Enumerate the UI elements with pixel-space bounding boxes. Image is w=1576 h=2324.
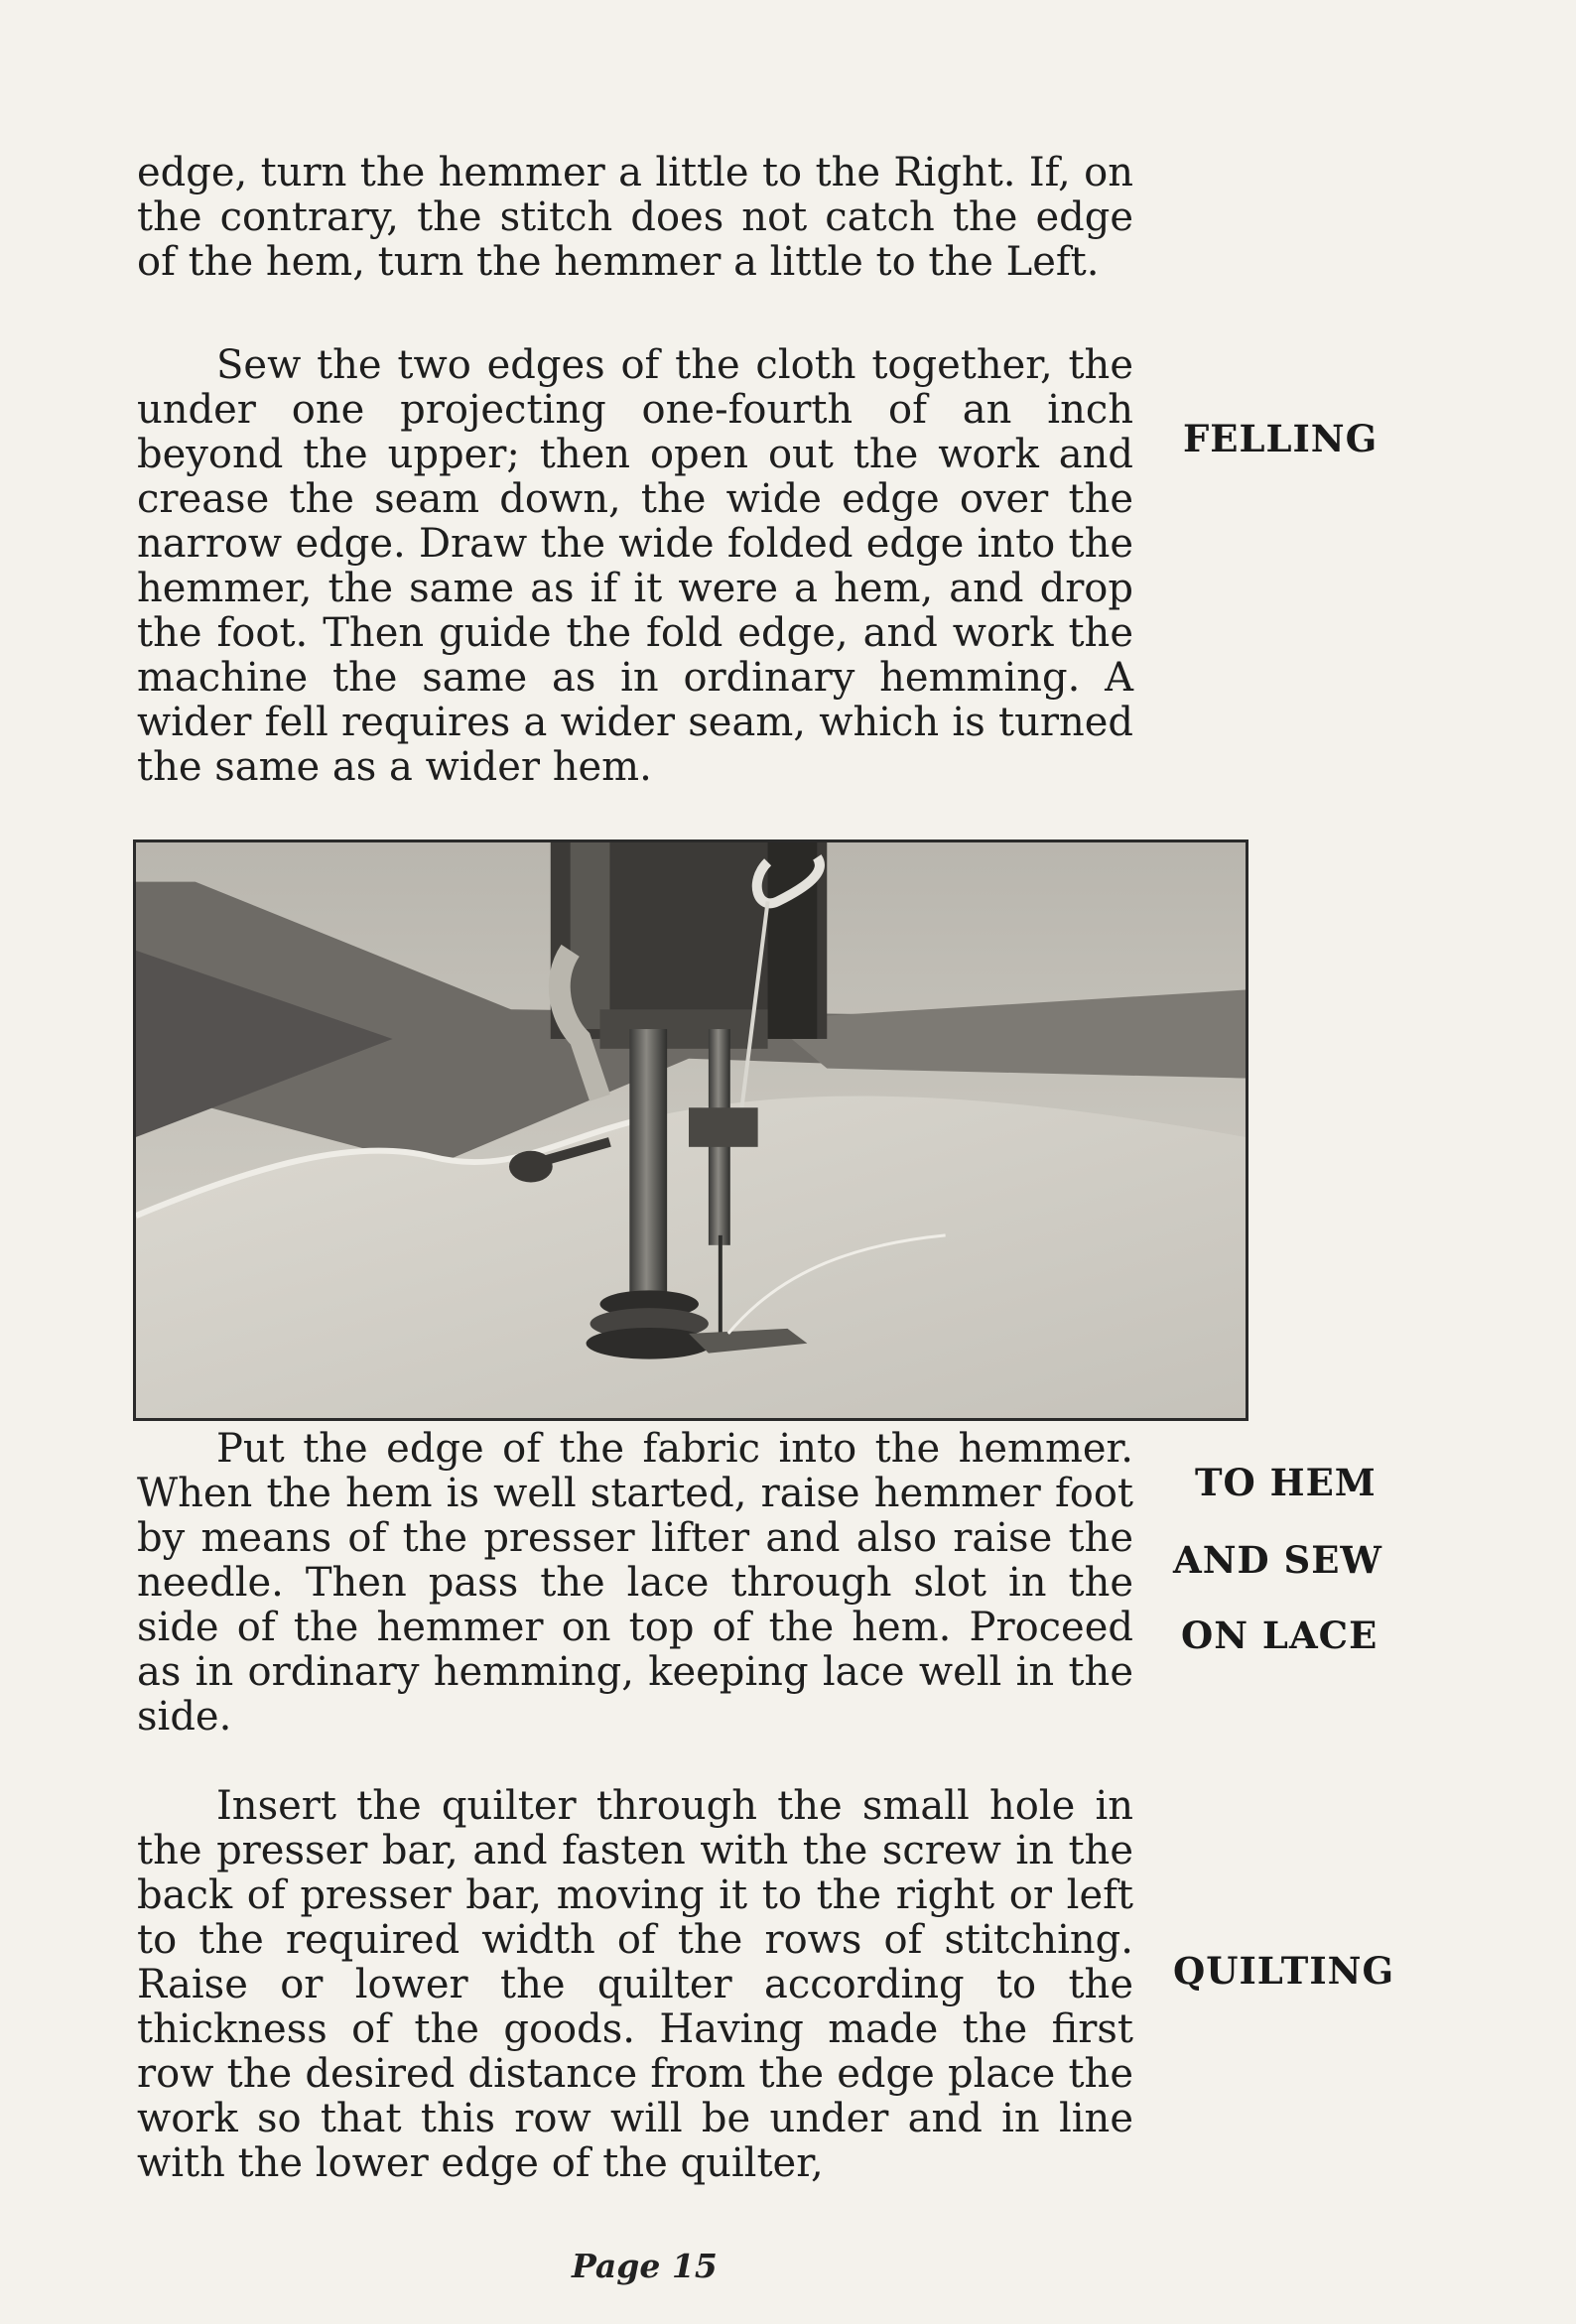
paragraph-hemmer-continuation: edge, turn the hemmer a little to the Right. If, on the contrary, the stitch does not catch the edge of the hem, turn the hemmer a little to the Left. xyxy=(137,150,1133,285)
page-number: Page 15 xyxy=(572,2247,718,2285)
paragraph-hem-and-sew-lace: Put the edge of the fabric into the hemmer. When the hem is well started, raise hemmer foot by means of the presser lifter and also raise the needle. Then pass the lace through slot in the side of the hemmer on top of the hem. Proceed as in ordinary hemming, keeping lace well in the side. xyxy=(137,1426,1133,1740)
margin-heading-quilting: QUILTING xyxy=(1173,1949,1395,1993)
sewing-machine-illustration xyxy=(136,842,1246,1418)
margin-heading-felling: FELLING xyxy=(1183,417,1379,460)
margin-heading-on-lace: ON LACE xyxy=(1181,1614,1379,1657)
margin-heading-and-sew: AND SEW xyxy=(1173,1538,1382,1582)
margin-heading-to-hem: TO HEM xyxy=(1195,1461,1377,1504)
paragraph-felling: Sew the two edges of the cloth together, the under one projecting one-fourth of an inch beyond the upper; then open out the work and crease the seam down, the wide edge over the narrow edge. Draw the wide folded edge into the hemmer, the same as if it were a hem, and drop the foot. Then guide the fold edge, and work the machine the same as in ordinary hemming. A wider fell requires a wider seam, which is turned the same as a wider hem. xyxy=(137,342,1133,790)
figure-sewing-machine-photo xyxy=(133,839,1248,1421)
paragraph-quilting: Insert the quilter through the small hole in the presser bar, and fasten with the screw in the back of presser bar, moving it to the right or left to the required width of the rows of stitching. Raise or lower the quilter according to the thickness of the goods. Having made the first row the desired distance from the edge place the work so that this row will be under and in line with the lower edge of the quilter, xyxy=(137,1783,1133,2186)
